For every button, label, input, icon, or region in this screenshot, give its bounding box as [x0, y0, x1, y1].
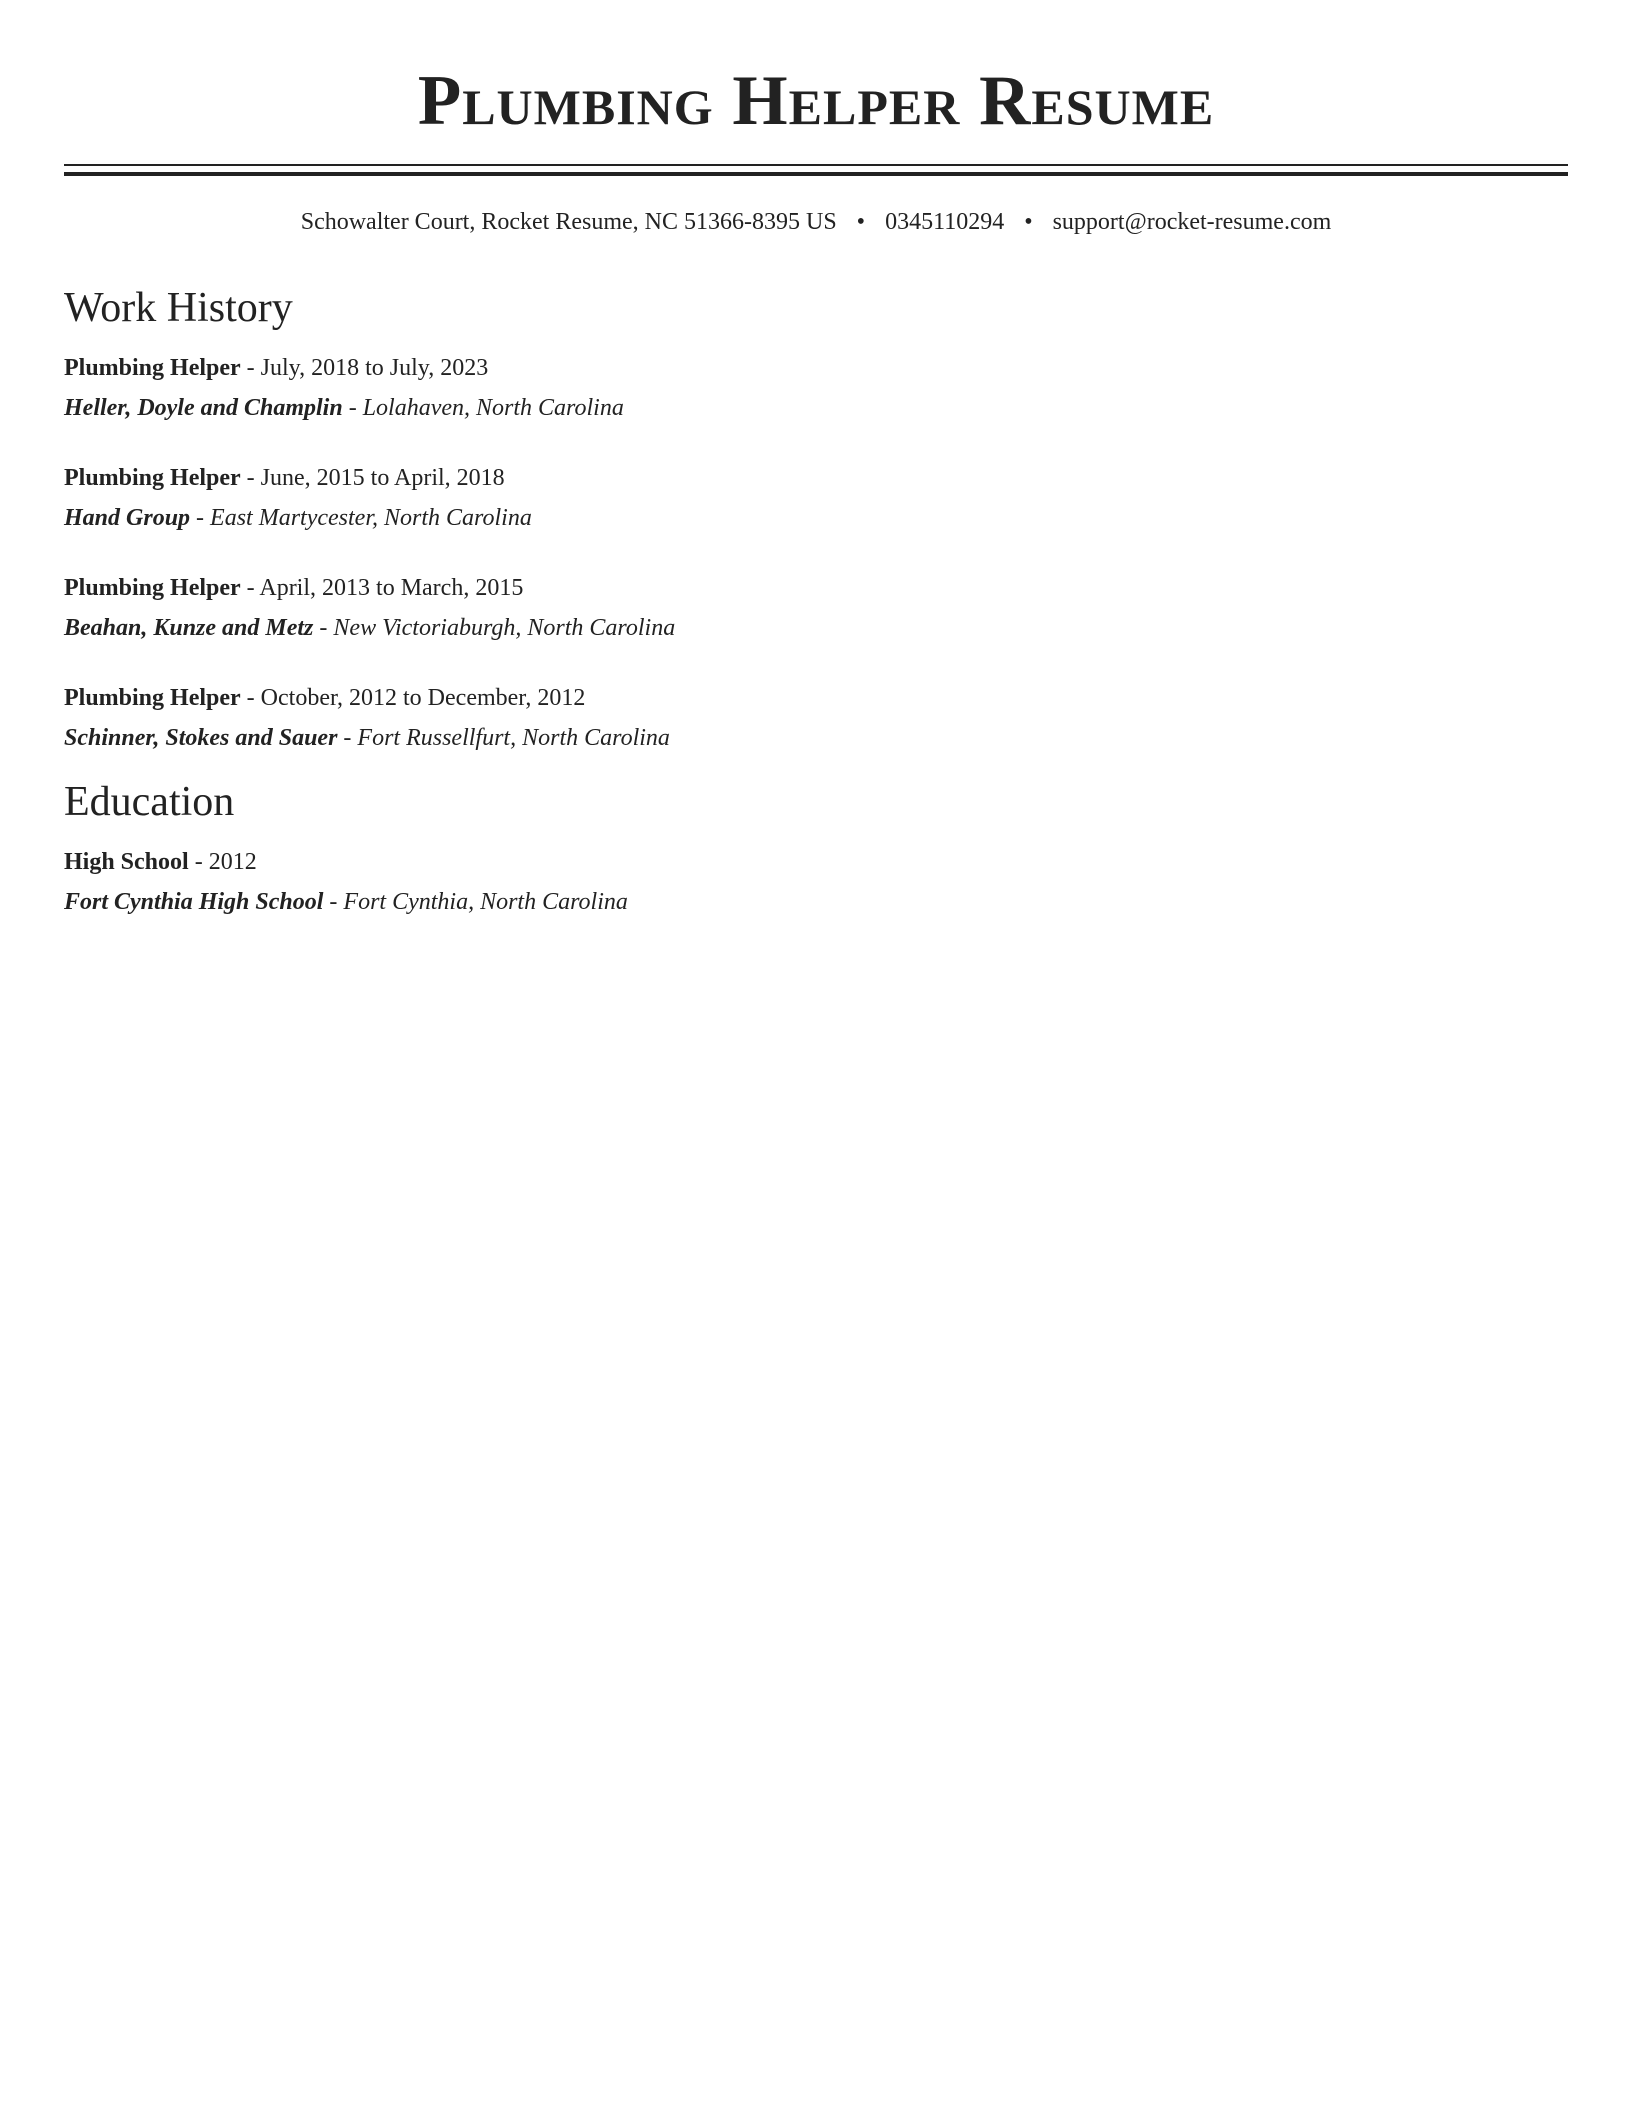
work-company: Beahan, Kunze and Metz: [64, 615, 314, 641]
dash: -: [246, 685, 255, 711]
work-entry: [64, 348, 1568, 428]
work-company: Heller, Doyle and Champlin: [64, 395, 343, 421]
title-rule-thick: [64, 172, 1568, 176]
work-dates: April, 2013 to March, 2015: [259, 575, 524, 601]
work-entry-title-line: [64, 568, 1568, 608]
education-degree: High School: [64, 849, 189, 875]
work-entry-company-line: [64, 608, 1568, 648]
dash: -: [329, 889, 338, 915]
work-entry: [64, 678, 1568, 758]
work-location: East Martycester, North Carolina: [210, 505, 532, 531]
dash: -: [246, 575, 255, 601]
work-role: Plumbing Helper: [64, 465, 241, 491]
dash: -: [343, 725, 352, 751]
work-company: Schinner, Stokes and Sauer: [64, 725, 338, 751]
dash: -: [319, 615, 328, 641]
work-location: Fort Russellfurt, North Carolina: [357, 725, 670, 751]
contact-separator: •: [1024, 209, 1033, 235]
contact-line: [64, 206, 1568, 238]
contact-separator: •: [856, 209, 866, 235]
work-company: Hand Group: [64, 505, 191, 531]
work-history-heading: Work History: [64, 285, 293, 331]
dash: -: [246, 465, 255, 491]
work-role: Plumbing Helper: [64, 685, 241, 711]
dash: -: [246, 355, 255, 381]
work-dates: July, 2018 to July, 2023: [260, 355, 489, 381]
work-entry-company-line: [64, 388, 1568, 428]
work-location: New Victoriaburgh, North Carolina: [333, 615, 676, 641]
contact-address: Schowalter Court, Rocket Resume, NC 51366-8395 US: [300, 209, 837, 235]
work-dates: October, 2012 to December, 2012: [260, 685, 586, 711]
education-entry-title-line: [64, 842, 1568, 882]
work-role: Plumbing Helper: [64, 575, 241, 601]
work-entry-title-line: [64, 458, 1568, 498]
work-location: Lolahaven, North Carolina: [362, 395, 624, 421]
education-location: Fort Cynthia, North Carolina: [343, 889, 628, 915]
work-entry-company-line: [64, 718, 1568, 758]
dash: -: [196, 505, 205, 531]
education-year: 2012: [208, 849, 257, 875]
education-school: Fort Cynthia High School: [64, 889, 324, 915]
work-entry: [64, 568, 1568, 648]
education-heading: Education: [64, 779, 235, 825]
work-role: Plumbing Helper: [64, 355, 241, 381]
education-entry: [64, 842, 1568, 922]
contact-email: support@rocket-resume.com: [1052, 209, 1332, 235]
work-dates: June, 2015 to April, 2018: [260, 465, 505, 491]
work-entry-company-line: [64, 498, 1568, 538]
title-double-rule: [64, 164, 1568, 176]
dash: -: [348, 395, 357, 421]
education-entry-school-line: [64, 882, 1568, 922]
contact-phone: 0345110294: [885, 209, 1005, 235]
work-entry-title-line: [64, 678, 1568, 718]
title-rule-thin: [64, 164, 1568, 166]
resume-title: Plumbing Helper Resume: [417, 62, 1215, 140]
work-entry-title-line: [64, 348, 1568, 388]
work-entry: [64, 458, 1568, 538]
dash: -: [194, 849, 203, 875]
